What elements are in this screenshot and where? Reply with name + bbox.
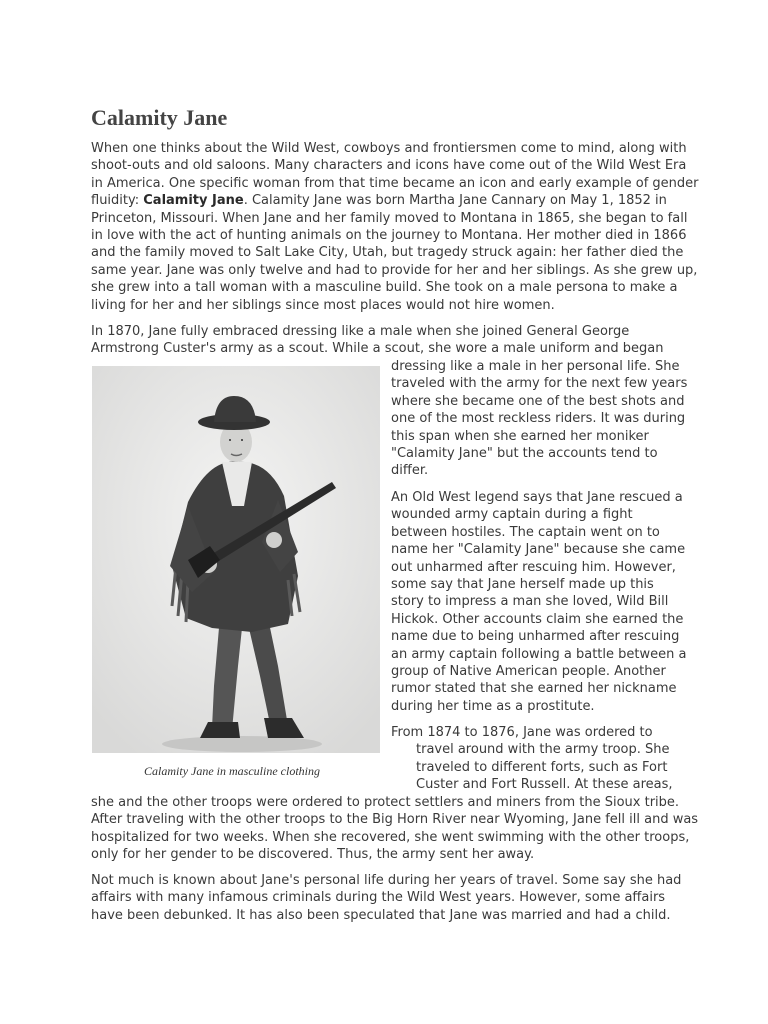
text-line: shoot-outs and old saloons. Many characters and icons have come out of the Wild West Era	[91, 158, 687, 174]
text-line: affairs with many infamous criminals during the Wild West years. However, some affairs	[91, 890, 666, 906]
text-line: she and the other troops were ordered to protect settlers and miners from the Sioux tribe.	[91, 795, 680, 810]
text-line: name her "Calamity Jane" because she came	[391, 542, 686, 558]
bold-name: Calamity Jane	[143, 193, 244, 209]
text-line: Armstrong Custer's army as a scout. While a scout, she wore a male uniform and began	[91, 341, 664, 357]
text-line: an army captain following a battle between a	[391, 646, 687, 662]
text-line: this span when she earned her moniker	[391, 428, 649, 444]
text-line: traveled to different forts, such as Fort	[416, 759, 668, 775]
text-line	[91, 192, 698, 209]
text-line: Not much is known about Jane's personal life during her years of travel. Some say she had	[91, 873, 682, 888]
paragraph-legend	[391, 489, 686, 715]
text-fragment: fluidity:	[91, 193, 144, 209]
text-line: An Old West legend says that Jane rescued a	[391, 490, 683, 505]
text-line: differ.	[391, 463, 429, 479]
page-title: Calamity Jane	[91, 105, 228, 130]
text-line: traveled with the army for the next few years	[391, 376, 688, 392]
text-line: living for her and her siblings since most places would not hire women.	[91, 297, 555, 313]
paragraph-personal-life	[91, 872, 681, 924]
text-line: Custer and Fort Russell. At these areas,	[416, 777, 673, 793]
text-line: and the family moved to Salt Lake City, Utah, but tragedy struck again: her father died the	[91, 245, 684, 261]
text-line: In 1870, Jane fully embraced dressing like a male when she joined General George	[91, 324, 630, 339]
text-line: have been debunked. It has also been speculated that Jane was married and had a child.	[91, 907, 671, 923]
text-line: same year. Jane was only twelve and had to provide for her and her siblings. As she grew up,	[91, 262, 698, 278]
text-line: From 1874 to 1876, Jane was ordered to	[391, 725, 653, 740]
portrait-photo	[92, 366, 380, 753]
text-line: between hostiles. The captain went on to	[391, 524, 660, 540]
portrait-figure-illustration	[92, 366, 380, 753]
text-line: story to impress a man she loved, Wild Bill	[391, 594, 669, 610]
text-line: dressing like a male in her personal life. She	[391, 359, 680, 374]
text-line: group of Native American people. Another	[391, 664, 666, 680]
text-line: only for her gender to be discovered. Thus, the army sent her away.	[91, 847, 535, 863]
text-line: in America. One specific woman from that time became an icon and early example of gender	[91, 175, 699, 191]
paragraph-intro	[91, 140, 698, 314]
text-line: name due to being unharmed after rescuing	[391, 629, 680, 645]
text-line: during her time as a prostitute.	[391, 698, 595, 714]
text-line: where she became one of the best shots and	[391, 393, 685, 409]
text-line: Hickok. Other accounts claim she earned the	[391, 611, 684, 627]
text-line: Princeton, Missouri. When Jane and her family moved to Montana in 1865, she began to fall	[91, 210, 688, 226]
text-line: travel around with the army troop. She	[416, 742, 670, 758]
text-line: "Calamity Jane" but the accounts tend to	[391, 446, 658, 462]
paragraph-travel-wrap	[391, 724, 673, 794]
text-line: some say that Jane herself made up this	[391, 577, 654, 593]
text-line: rumor stated that she earned her nickname	[391, 681, 677, 697]
text-line: hospitalized for two weeks. When she recovered, she went swimming with the other troops,	[91, 829, 690, 845]
text-line: After traveling with the other troops to the Big Horn River near Wyoming, Jane fell ill and was	[91, 812, 699, 828]
text-line: When one thinks about the Wild West, cowboys and frontiersmen come to mind, along with	[91, 141, 687, 156]
text-line: one of the most reckless riders. It was during	[391, 411, 686, 427]
paragraph-travel	[91, 794, 698, 864]
text-line: out unharmed after rescuing him. However,	[391, 559, 676, 575]
text-line: in love with the act of hunting animals on the journey to Montana. Her mother died in 1866	[91, 228, 687, 244]
paragraph-scout	[91, 323, 663, 358]
text-fragment: . Calamity Jane was born Martha Jane Cannary on May 1, 1852 in	[243, 193, 667, 209]
text-line: wounded army captain during a fight	[391, 507, 633, 523]
figure-caption: Calamity Jane in masculine clothing	[144, 764, 320, 778]
paragraph-scout-wrap	[391, 358, 687, 480]
text-line: she grew into a tall woman with a masculine build. She took on a male persona to make a	[91, 280, 678, 296]
